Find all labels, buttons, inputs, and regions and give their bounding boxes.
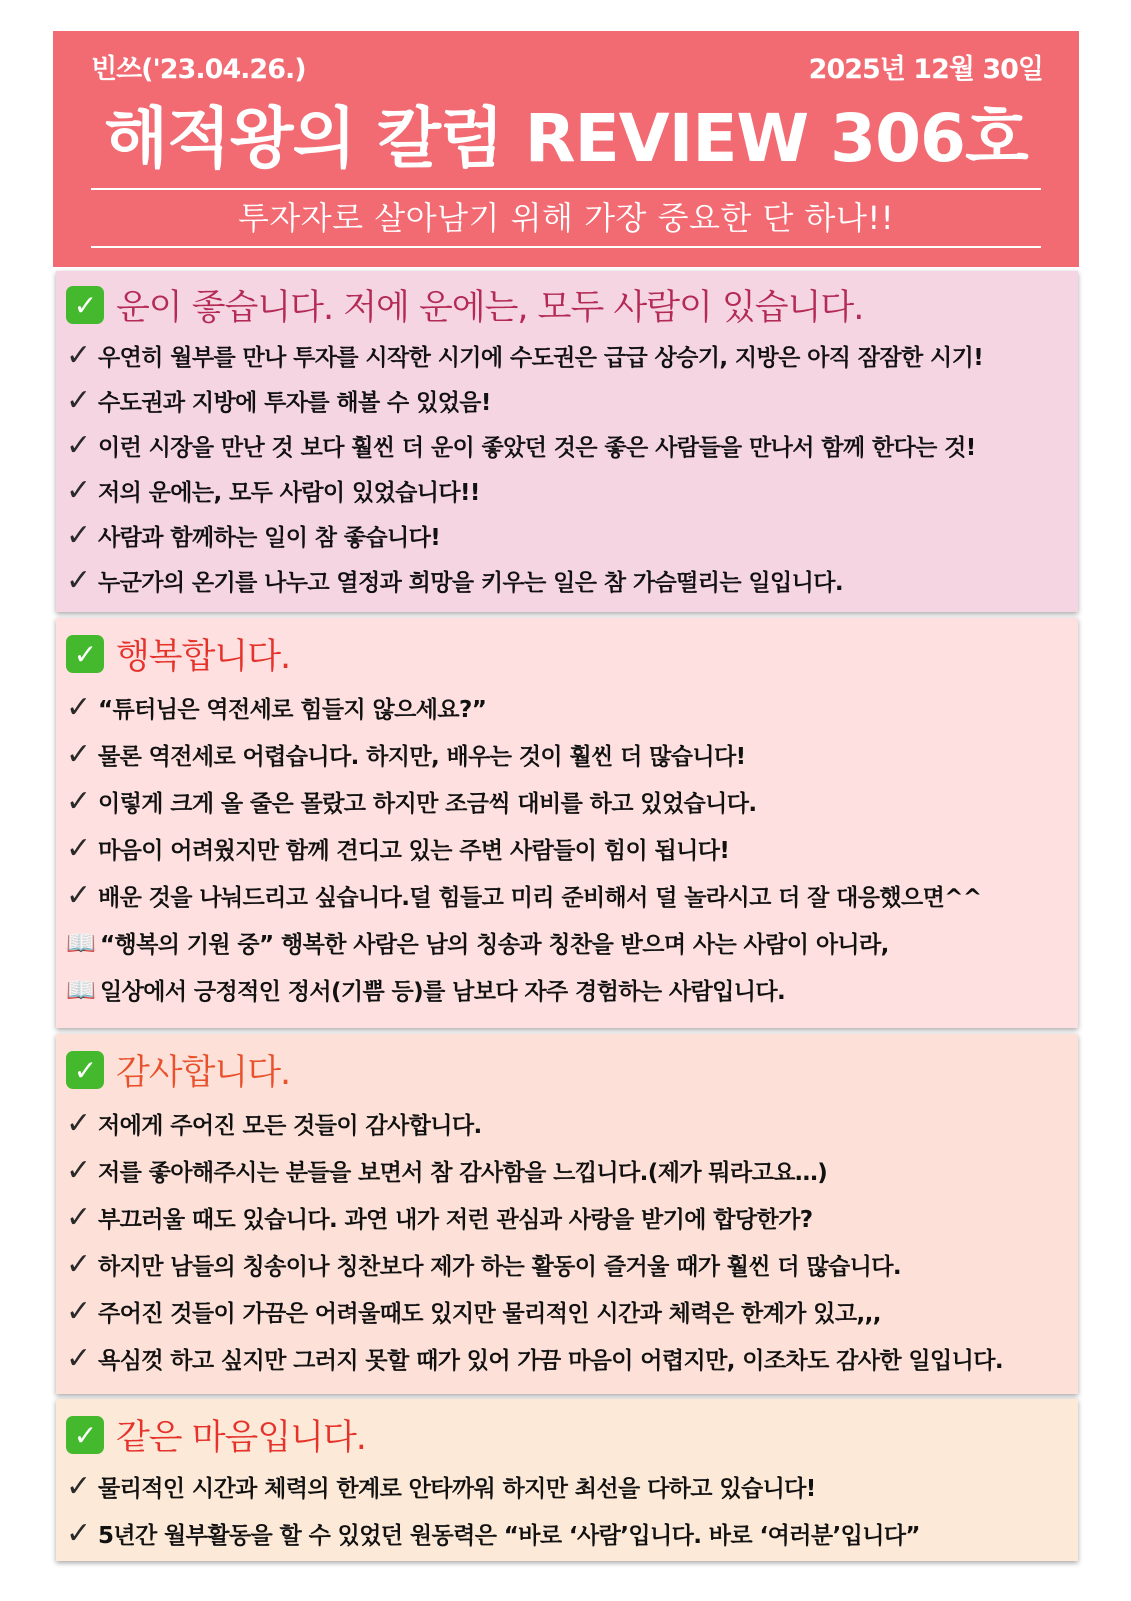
section-happiness [56,618,1078,1028]
check-mark-icon: ✓ [66,1199,91,1235]
list-item-text: 5년간 월부활동을 할 수 있었던 원동력은 “바로 ‘사람’입니다. 바로 ‘여러분’입니다” [98,1523,920,1549]
section-gratitude [56,1034,1078,1394]
list-item [66,825,1078,872]
quote-item-text: “행복의 기원 중” 행복한 사람은 남의 칭송과 칭찬을 받으며 사는 사람이 아니라, [100,932,889,958]
check-mark-button-icon: ✓ [66,1051,104,1089]
section-title [66,1046,1078,1094]
list-item-text: 마음이 어려웠지만 함께 견디고 있는 주변 사람들이 힘이 됩니다! [98,838,730,864]
list-item-text: 저의 운에는, 모두 사람이 있었습니다!! [98,480,480,506]
list-item [66,333,1078,378]
list-item-text: 하지만 남들의 칭송이나 칭찬보다 제가 하는 활동이 즐거울 때가 훨씬 더 많습니다. [98,1254,902,1280]
check-mark-icon: ✓ [66,1246,91,1282]
check-mark-icon: ✓ [66,562,91,598]
list-item-text: 수도권과 지방에 투자를 해볼 수 있었음! [98,390,491,416]
check-mark-icon: ✓ [66,517,91,553]
date-label: 2025년 12월 30일 [808,54,1043,85]
section-items [66,333,1078,603]
section-title-text: 같은 마음입니다. [116,1418,366,1458]
check-mark-icon: ✓ [66,337,91,373]
list-item-text: 욕심껏 하고 싶지만 그러지 못할 때가 있어 가끔 마음이 어렵지만, 이조차도 감사한 일입니다. [98,1348,1004,1374]
check-mark-icon: ✓ [66,1152,91,1188]
list-item-text: 주어진 것들이 가끔은 어려울때도 있지만 물리적인 시간과 체력은 한계가 있고,,, [98,1301,881,1327]
check-mark-icon: ✓ [66,783,91,819]
list-item [66,468,1078,513]
section-title [66,630,1078,678]
list-item [66,1463,1078,1510]
list-item [66,1147,1078,1194]
list-item [66,778,1078,825]
list-item [66,513,1078,558]
list-item-text: 이렇게 크게 올 줄은 몰랐고 하지만 조금씩 대비를 하고 있었습니다. [98,791,757,817]
list-item-text: 저에게 주어진 모든 것들이 감사합니다. [98,1113,482,1139]
section-items [66,1463,1078,1557]
check-mark-icon: ✓ [66,382,91,418]
open-book-icon: 📖 [66,928,96,957]
list-item-text: 부끄러울 때도 있습니다. 과연 내가 저런 관심과 사랑을 받기에 합당한가? [98,1207,813,1233]
list-item [66,423,1078,468]
check-mark-button-icon: ✓ [66,635,104,673]
section-items [66,684,1078,1013]
check-mark-icon: ✓ [66,1515,91,1551]
list-item-text: “튜터님은 역전세로 힘들지 않으세요?” [98,697,487,723]
check-mark-icon: ✓ [66,1340,91,1376]
check-mark-icon: ✓ [66,472,91,508]
quote-item [66,966,1078,1013]
list-item [66,378,1078,423]
list-item [66,558,1078,603]
open-book-icon: 📖 [66,975,96,1004]
check-mark-icon: ✓ [66,736,91,772]
check-mark-icon: ✓ [66,830,91,866]
section-title [66,1411,1078,1459]
list-item [66,1194,1078,1241]
check-mark-icon: ✓ [66,1105,91,1141]
list-item [66,1288,1078,1335]
list-item [66,1335,1078,1382]
section-items [66,1100,1078,1382]
title-divider-bottom [91,246,1041,248]
check-mark-icon: ✓ [66,427,91,463]
check-mark-icon: ✓ [66,877,91,913]
list-item [66,1241,1078,1288]
check-mark-icon: ✓ [66,689,91,725]
page-subtitle: 투자자로 살아남기 위해 가장 중요한 단 하나!! [237,199,895,237]
list-item-text: 우연히 월부를 만나 투자를 시작한 시기에 수도권은 급급 상승기, 지방은 아직 잠잠한 시기! [98,345,984,371]
section-title-text: 감사합니다. [116,1053,291,1093]
check-mark-button-icon: ✓ [66,1416,104,1454]
list-item [66,1510,1078,1557]
list-item-text: 물론 역전세로 어렵습니다. 하지만, 배우는 것이 훨씬 더 많습니다! [98,744,746,770]
header-banner [53,31,1079,267]
section-title-text: 행복합니다. [116,637,291,677]
section-title-text: 운이 좋습니다. 저에 운에는, 모두 사람이 있습니다. [116,288,864,328]
page-title: 해적왕의 칼럼 REVIEW 306호 [104,100,1028,177]
title-divider-top [91,188,1041,190]
check-mark-icon: ✓ [66,1293,91,1329]
list-item [66,1100,1078,1147]
list-item-text: 사람과 함께하는 일이 참 좋습니다! [98,525,441,551]
author-label: 빈쓰('23.04.26.) [91,54,306,85]
list-item-text: 배운 것을 나눠드리고 싶습니다.덜 힘들고 미리 준비해서 덜 놀라시고 더 잘 대응했으면^^ [98,885,982,911]
quote-item [66,919,1078,966]
section-luck [56,271,1078,612]
list-item-text: 저를 좋아해주시는 분들을 보면서 참 감사함을 느낍니다.(제가 뭐라고요…) [98,1160,828,1186]
list-item [66,731,1078,778]
list-item [66,872,1078,919]
quote-item-text: 일상에서 긍정적인 정서(기쁨 등)를 남보다 자주 경험하는 사람입니다. [100,979,786,1005]
list-item-text: 물리적인 시간과 체력의 한계로 안타까워 하지만 최선을 다하고 있습니다! [98,1476,816,1502]
list-item [66,684,1078,731]
check-mark-icon: ✓ [66,1468,91,1504]
list-item-text: 이런 시장을 만난 것 보다 훨씬 더 운이 좋았던 것은 좋은 사람들을 만나서 함께 한다는 것! [98,435,976,461]
section-same-heart [56,1399,1078,1561]
list-item-text: 누군가의 온기를 나누고 열정과 희망을 키우는 일은 참 가슴떨리는 일입니다. [98,570,843,596]
section-title [66,283,1078,327]
check-mark-button-icon: ✓ [66,286,104,324]
